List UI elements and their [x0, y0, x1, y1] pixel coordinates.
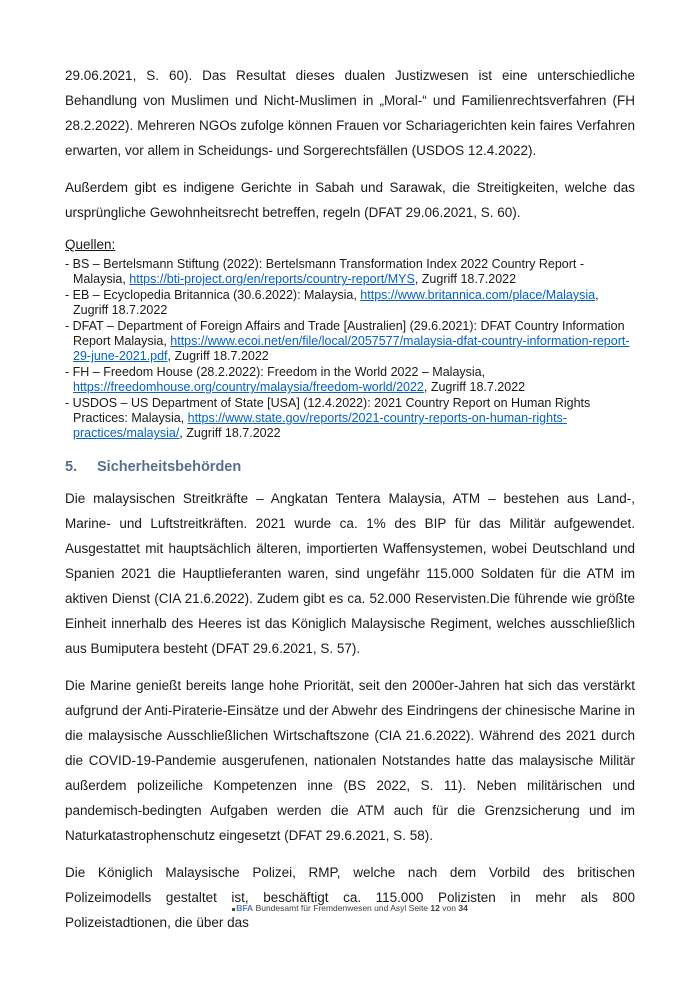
source-link-britannica[interactable]: https://www.britannica.com/place/Malaysia	[360, 287, 596, 302]
source-text: , Zugriff 18.7.2022	[179, 426, 281, 441]
section-number: 5.	[65, 458, 78, 475]
source-text: - FH – Freedom House (28.2.2022): Freedom in the World 2022 – Malaysia,	[65, 364, 486, 379]
section-title: Sicherheitsbehörden	[97, 458, 242, 475]
source-text: , Zugriff 18.7.2022	[73, 287, 599, 318]
paragraph-indigenous-courts: Außerdem gibt es indigene Gerichte in Sabah und Sarawak, die Streitigkeiten, welche das ursprüngliche Gewohnheitsrecht betreffen, regeln (DFAT 29.06.2021, S. 60).	[65, 180, 635, 220]
footer-page-number: 12	[430, 903, 440, 913]
source-link-stategov[interactable]: https://www.state.gov/reports/2021-country-reports-on-human-rights-practices/malaysia/	[73, 411, 567, 441]
source-item-eb	[65, 288, 635, 319]
page-footer	[0, 903, 700, 914]
source-text: , Zugriff 18.7.2022	[423, 380, 526, 395]
source-item-bs	[65, 257, 635, 288]
paragraph-navy: Die Marine genießt bereits lange hohe Priorität, seit den 2000er-Jahren hat sich das verstärkt aufgrund der Anti-Piraterie-Einsätze und der Abwehr des Eindringens der chinesische Marine in die malaysische Ausschließlichen Wirtschaftszone (CIA 21.6.2022). Während des 2021 durch die COVID-19-Pandemie ausgerufenen, nationalen Notstandes hatte das malaysische Militär außerdem polizeiliche Kompetenzen inne (BS 2022, S. 11). Neben militärischen und pandemisch-bedingten Aufgaben werden die ATM auch für die Grenzsicherung und im Naturkatastrophenschutz eingesetzt (DFAT 29.6.2021, S. 58).	[65, 677, 635, 843]
source-text: - EB – Ecyclopedia Britannica (30.6.2022): Malaysia,	[65, 287, 361, 302]
sources-label: Quellen:	[65, 237, 116, 252]
paragraph-justice-result: 29.06.2021, S. 60). Das Resultat dieses dualen Justizwesen ist eine unterschiedliche Behandlung von Muslimen und Nicht-Muslimen in „Moral-“ und Familienrechtsverfahren (FH 28.2.2022). Mehreren NGOs zufolge können Frauen vor Schariagerichten kein faires Verfahren erwarten, vor allem in Scheidungs- und Sorgerechtsfällen (USDOS 12.4.2022).	[65, 68, 635, 158]
footer-of-label: von	[442, 903, 456, 913]
section-heading	[65, 458, 635, 476]
bfa-logo-dot-icon	[232, 908, 235, 911]
source-text: - DFAT – Department of Foreign Affairs and Trade [Australien] (29.6.2021): DFAT Country Information Report Malaysia,	[65, 318, 625, 349]
source-text: , Zugriff 18.7.2022	[414, 272, 517, 287]
sources-list	[65, 257, 635, 442]
bfa-logo-text: BFA	[236, 903, 254, 913]
footer-page-label: Seite	[408, 903, 429, 913]
source-item-dfat	[65, 319, 635, 365]
source-link-ecoi[interactable]: https://www.ecoi.net/en/file/local/2057577/malaysia-dfat-country-information-report-29-june-2021.pdf	[73, 334, 630, 364]
source-item-fh	[65, 365, 635, 396]
footer-total-pages: 34	[458, 903, 468, 913]
source-item-usdos	[65, 396, 635, 442]
source-text: - BS – Bertelsmann Stiftung (2022): Bertelsmann Transformation Index 2022 Country Report - Malaysia,	[65, 257, 585, 287]
source-link-bti[interactable]: https://bti-project.org/en/reports/country-report/MYS	[129, 272, 415, 287]
footer-org-text: Bundesamt für Fremdenwesen und Asyl	[255, 903, 407, 913]
page-content	[65, 63, 635, 935]
bfa-logo	[232, 903, 253, 913]
paragraph-armed-forces: Die malaysischen Streitkräfte – Angkatan Tentera Malaysia, ATM – bestehen aus Land-, Marine- und Luftstreitkräften. 2021 wurde ca. 1% des BIP für das Militär aufgewendet. Ausgestattet mit hauptsächlich älteren, importierten Waffensystemen, wobei Deutschland und Spanien 2021 die Hauptlieferanten waren, sind ungefähr 115.000 Soldaten für die ATM im aktiven Dienst (CIA 21.6.2022). Zudem gibt es ca. 52.000 Reservisten.Die führende wie größte Einheit innerhalb des Heeres ist das Königlich Malaysische Regiment, welches ausschließlich aus Bumiputera besteht (DFAT 29.6.2021, S. 57).	[65, 490, 635, 656]
source-text: - USDOS – US Department of State [USA] (12.4.2022): 2021 Country Report on Human Rights Practices: Malaysia,	[65, 395, 591, 426]
source-text: , Zugriff 18.7.2022	[167, 349, 269, 364]
source-link-freedomhouse[interactable]: https://freedomhouse.org/country/malaysia/freedom-world/2022	[73, 380, 424, 395]
paragraph-police: Die Königlich Malaysische Polizei, RMP, welche nach dem Vorbild des britischen Polizeimodells gestaltet ist, beschäftigt ca. 115.000 Polizisten in mehr als 800 Polizeistadtionen, die über das	[65, 864, 635, 930]
